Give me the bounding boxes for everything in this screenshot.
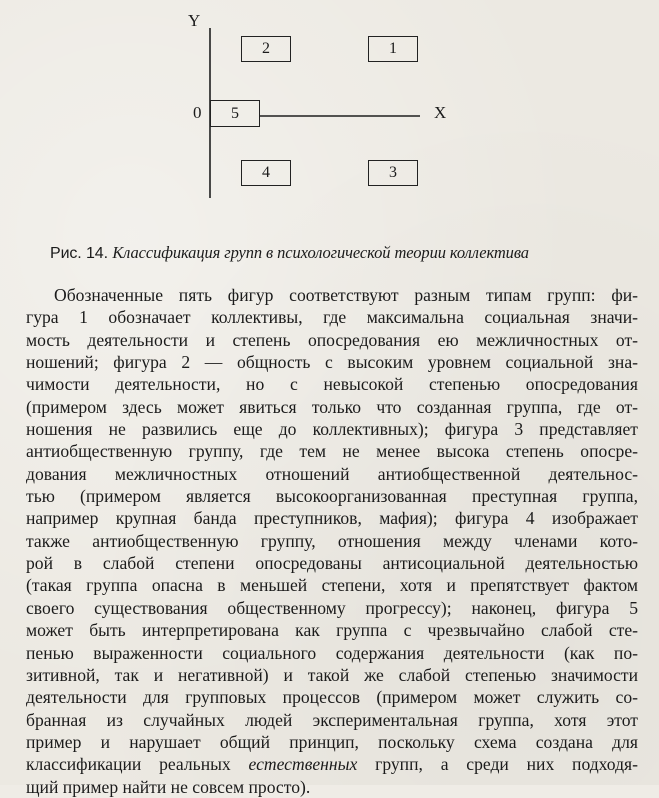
figure-caption — [50, 243, 640, 263]
text-segment: классификации реальных — [26, 754, 249, 775]
text-line: ношений; фигура 2 — общность с высоким уровнем социальной зна- — [26, 352, 638, 373]
text-line: антиобщественную группу, где тем не менее высока степень опосре- — [26, 441, 638, 462]
figure-label-1: 1 — [389, 40, 397, 57]
text-line: рой в слабой степени опосредованы антисоциальной деятельностью — [26, 553, 638, 574]
figure-box-3 — [368, 160, 418, 186]
text-line: (такая группа опасна в меньшей степени, хотя и препятствует фактом — [26, 575, 638, 596]
figure-label-3: 3 — [389, 164, 397, 181]
figure-label-5: 5 — [231, 104, 239, 122]
x-axis-label: X — [434, 103, 447, 122]
text-line: может быть интерпретирована как группа с чрезвычайно слабой сте- — [26, 620, 638, 641]
origin-label: 0 — [193, 103, 202, 122]
figure-box-1 — [368, 36, 418, 62]
text-segment: групп, а среди них подходя- — [357, 754, 638, 775]
text-line: Обозначенные пять фигур соответствуют разным типам групп: фи- — [54, 285, 638, 305]
figure-label-2: 2 — [262, 40, 270, 57]
caption-title: Классификация групп в психологической теории коллектива — [112, 243, 529, 262]
text-line: пенью выраженности социального содержания деятельности (как по- — [26, 642, 638, 663]
group-classification-diagram — [0, 0, 659, 245]
text-line: также антиобщественную группу, отношения между членами кото- — [26, 530, 638, 551]
text-line: гура 1 обозначает коллективы, где максимальна социальная значи- — [26, 307, 638, 328]
text-line: пример и нарушает общий принцип, поскольку схема создана для — [26, 731, 638, 752]
caption-prefix: Рис. 14. — [50, 245, 108, 262]
y-axis-label: Y — [188, 11, 201, 30]
figure-box-2 — [241, 36, 291, 62]
text-line: (примером здесь может явиться только что созданная группа, где от- — [26, 396, 638, 417]
text-line: деятельности для групповых процессов (примером может служить со- — [26, 687, 638, 708]
italic-term: естественных — [248, 754, 358, 775]
text-line: мость деятельности и степень опосредования ею межличностных от- — [26, 329, 638, 350]
text-line: например крупная банда преступников, мафия); фигура 4 изображает — [26, 508, 638, 529]
text-line: дования межличностных отношений антиобщественной деятельнос- — [26, 463, 638, 484]
text-line: чимости деятельности, но с невысокой степенью опосредования — [26, 374, 638, 395]
figure-box-4 — [241, 160, 291, 186]
diagram-axes — [0, 0, 659, 245]
text-line-with-italic — [26, 753, 638, 775]
text-line: ношения не развились еще до коллективных); фигура 3 представляет — [26, 419, 638, 440]
text-line: своего существования общественному прогрессу); наконец, фигура 5 — [26, 597, 638, 618]
text-line: тью (примером является высокоорганизованная преступная группа, — [26, 486, 638, 507]
text-line-last: щий пример найти не совсем просто). — [26, 776, 311, 797]
text-line: зитивной, так и негативной) и такой же слабой степенью значимости — [26, 664, 638, 685]
body-paragraph — [26, 284, 638, 798]
figure-label-4: 4 — [262, 164, 270, 181]
text-line: бранная из случайных людей экспериментальная группа, хотя этот — [26, 709, 638, 730]
figure-box-5 — [210, 100, 260, 127]
